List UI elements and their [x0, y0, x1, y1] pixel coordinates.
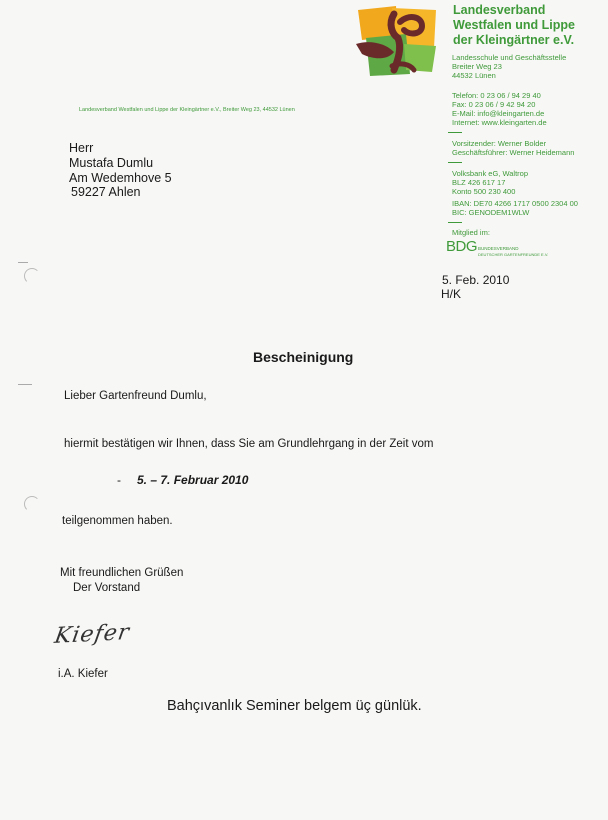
recipient-salutation: Herr — [69, 141, 94, 155]
garden-emblem-icon — [348, 4, 444, 78]
date-range-bullet: - — [117, 473, 121, 487]
bdg-logo: BDG — [446, 238, 478, 255]
bank-name: Volksbank eG, Waltrop — [452, 169, 529, 178]
punch-hole-bottom — [24, 496, 40, 512]
contact-internet: Internet: www.kleingarten.de — [452, 118, 547, 127]
recipient-street: Am Wedemhove 5 — [69, 171, 172, 185]
letter-body-line-2: teilgenommen haben. — [62, 515, 173, 527]
letterhead-separator — [448, 222, 462, 223]
bank-bic: BIC: GENODEM1WLW — [452, 208, 530, 217]
punch-hole-top — [24, 268, 40, 284]
letterhead-separator — [448, 162, 462, 163]
officer-manager: Geschäftsführer: Werner Heidemann — [452, 148, 575, 157]
org-name-line-1: Landesverband — [453, 3, 546, 17]
letterhead-separator — [448, 132, 462, 133]
recipient-name: Mustafa Dumlu — [69, 156, 154, 170]
contact-phone: Telefon: 0 23 06 / 94 29 40 — [452, 91, 541, 100]
bank-iban: IBAN: DE70 4266 1717 0500 2304 00 — [452, 199, 578, 208]
closing-greeting: Mit freundlichen Grüßen — [60, 567, 184, 579]
sender-line: Landesverband Westfalen und Lippe der Kleingärtner e.V., Breiter Weg 23, 44532 Lünen — [79, 107, 295, 113]
bank-blz: BLZ 426 617 17 — [452, 178, 506, 187]
fold-mark-top — [18, 262, 28, 263]
fold-mark-middle — [18, 384, 32, 385]
letter-reference: H/K — [441, 287, 462, 301]
signatory-name: i.A. Kiefer — [58, 668, 108, 680]
handwritten-signature: Kiefer — [52, 620, 132, 649]
school-line-3: 44532 Lünen — [452, 71, 496, 80]
letter-subject: Bescheinigung — [253, 349, 354, 365]
recipient-city: 59227 Ahlen — [71, 185, 141, 199]
bank-account: Konto 500 230 400 — [452, 187, 516, 196]
school-line-1: Landesschule und Geschäftsstelle — [452, 53, 567, 62]
org-name-line-2: Westfalen und Lippe — [453, 18, 575, 32]
closing-board: Der Vorstand — [73, 582, 141, 594]
bdg-subtitle-top: BUNDESVERBAND — [478, 246, 519, 251]
course-date-range: 5. – 7. Februar 2010 — [137, 473, 249, 487]
contact-email: E-Mail: info@kleingarten.de — [452, 109, 545, 118]
officer-chair: Vorsitzender: Werner Bolder — [452, 139, 547, 148]
bdg-subtitle-bottom: DEUTSCHER GARTENFREUNDE E.V. — [478, 252, 549, 257]
letter-body-line-1: hiermit bestätigen wir Ihnen, dass Sie am Grundlehrgang in der Zeit vom — [64, 438, 434, 450]
letter-date: 5. Feb. 2010 — [442, 273, 510, 287]
school-line-2: Breiter Weg 23 — [452, 62, 502, 71]
org-name-line-3: der Kleingärtner e.V. — [453, 33, 575, 47]
member-label: Mitglied im: — [452, 228, 490, 237]
handwritten-note: Bahçıvanlık Seminer belgem üç günlük. — [167, 698, 422, 714]
letter-salutation: Lieber Gartenfreund Dumlu, — [64, 390, 207, 402]
contact-fax: Fax: 0 23 06 / 9 42 94 20 — [452, 100, 536, 109]
